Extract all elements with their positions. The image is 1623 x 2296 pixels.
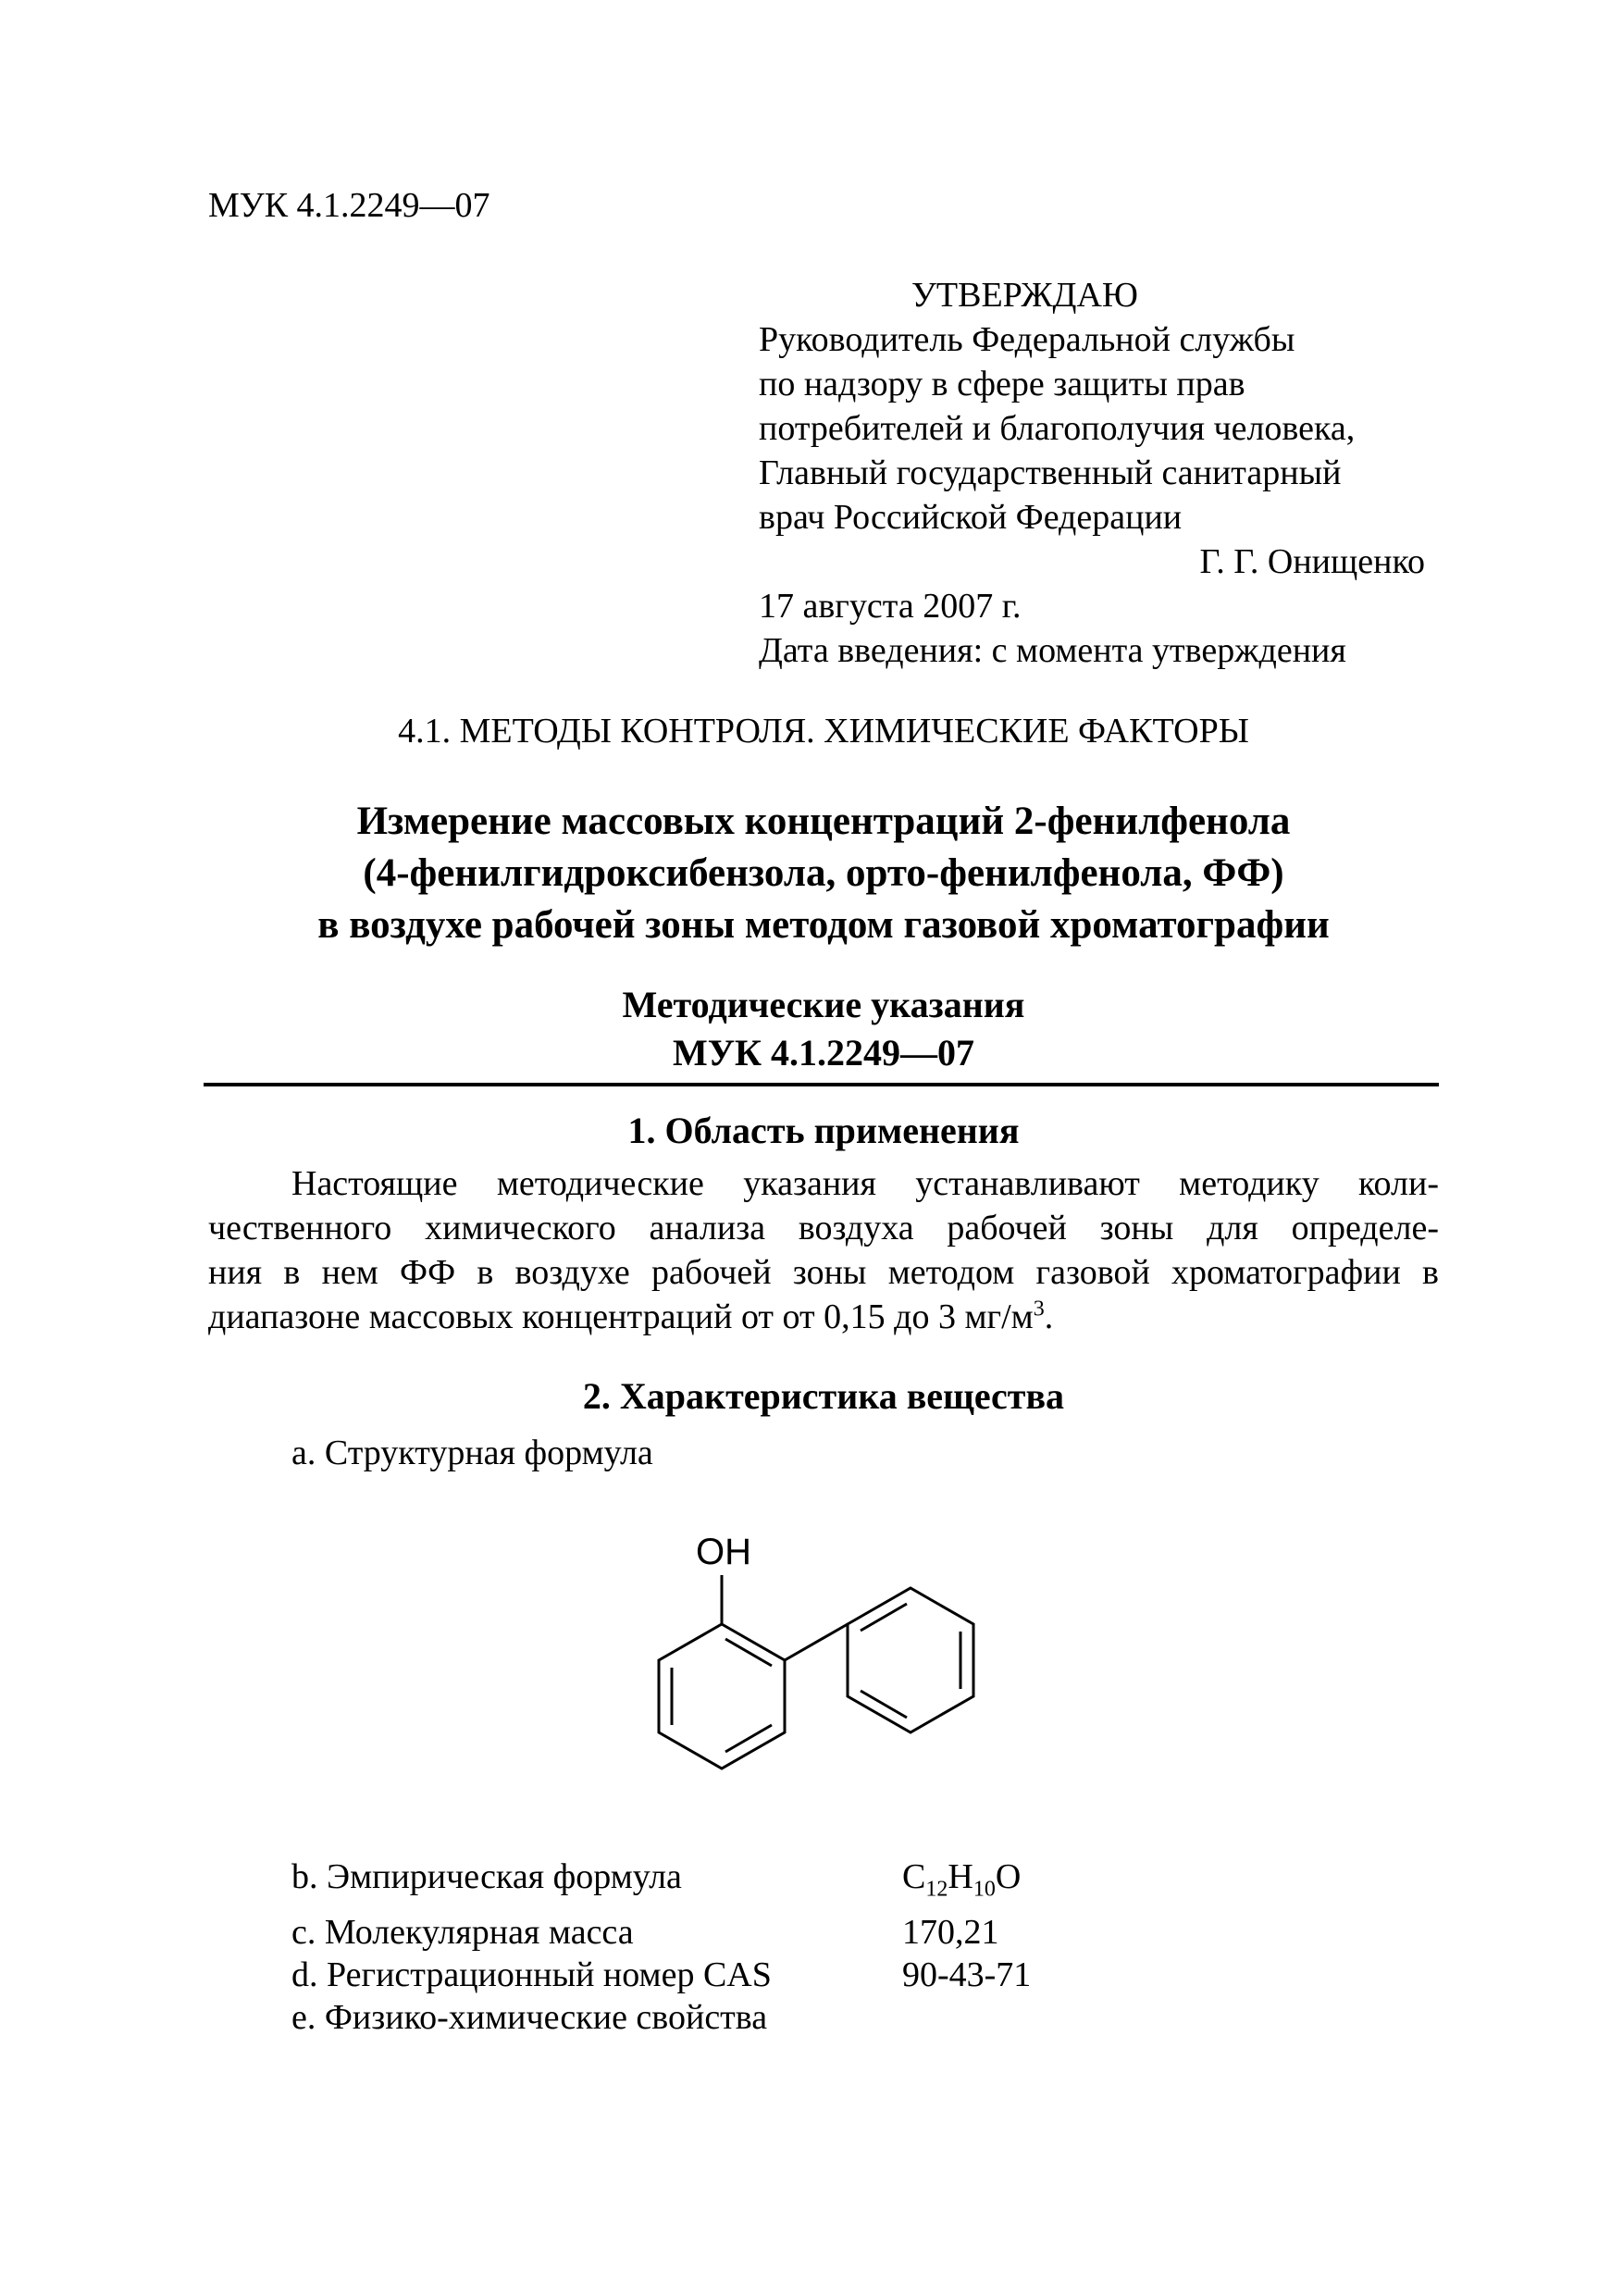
item-structural-formula: a. Структурная формула [291,1433,653,1472]
left-benzene-ring [659,1624,785,1769]
document-subtitle [208,981,1439,1077]
cas-number-value: 90-43-71 [902,1955,1032,1994]
title-line: (4-фенилгидроксибензола, орто-фенилфенола, ФФ) [363,851,1284,895]
empirical-formula-value: $C_{12}H_{10}O$ [902,1857,1022,1902]
approval-block [759,273,1434,673]
title-line: в воздухе рабочей зоны методом газовой хроматографии [317,903,1330,947]
effective-date: Дата введения: с момента утверждения [759,631,1346,670]
right-benzene-ring [848,1588,973,1732]
substance-properties [291,1855,1031,2039]
property-row [291,1996,1031,2039]
paragraph-line: ния в нем ФФ в воздухе рабочей зоны методом газовой хроматографии в [208,1253,1439,1292]
end-punct: . [1044,1297,1054,1336]
category-heading: 4.1. МЕТОДЫ КОНТРОЛЯ. ХИМИЧЕСКИЕ ФАКТОРЫ [398,712,1249,751]
biphenyl-bond [785,1624,848,1660]
property-label: b. Эмпирическая формула [291,1857,682,1896]
unit-exponent: 3 [1033,1297,1045,1322]
property-label: e. Физико-химические свойства [291,1997,768,2037]
property-row [291,1911,1031,1954]
document-title [208,796,1439,951]
approval-signer: Г. Г. Онищенко [1199,542,1425,581]
oh-group-label: OH [696,1532,751,1572]
document-code: МУК 4.1.2249—07 [208,186,490,225]
horizontal-rule [204,1083,1439,1086]
approval-position-line: по надзору в сфере защиты прав [759,365,1245,403]
molecular-mass-value: 170,21 [902,1912,999,1952]
approval-position-line: врач Российской Федерации [759,498,1183,537]
property-label: c. Молекулярная масса [291,1912,634,1952]
subtitle-line: Методические указания [622,984,1025,1025]
paragraph-line: Настоящие методические указания устанавливают методику коли- [291,1164,1439,1203]
section-2-heading: 2. Характеристика вещества [582,1375,1065,1417]
approval-position-line: потребителей и благополучия человека, [759,409,1356,448]
title-line: Измерение массовых концентраций 2-фенилфенола [356,800,1291,843]
paragraph-text: диапазоне массовых концентраций от от 0,15 до 3 мг/м [208,1297,1034,1336]
paragraph-line: чественного химического анализа воздуха рабочей зоны для определе- [208,1209,1439,1247]
subtitle-code: МУК 4.1.2249—07 [672,1032,975,1074]
property-row [291,1855,1031,1911]
approval-position-line: Главный государственный санитарный [759,453,1342,492]
approval-date: 17 августа 2007 г. [759,587,1022,626]
section-1-heading: 1. Область применения [627,1110,1020,1151]
structural-formula-diagram [620,1518,1027,1814]
paragraph-line-last [208,1295,1439,1339]
property-label: d. Регистрационный номер CAS [291,1955,772,1994]
approval-position-line: Руководитель Федеральной службы [759,320,1295,359]
approve-word: УТВЕРЖДАЮ [911,276,1138,315]
property-row [291,1954,1031,1996]
section-1-paragraph [208,1161,1439,1339]
